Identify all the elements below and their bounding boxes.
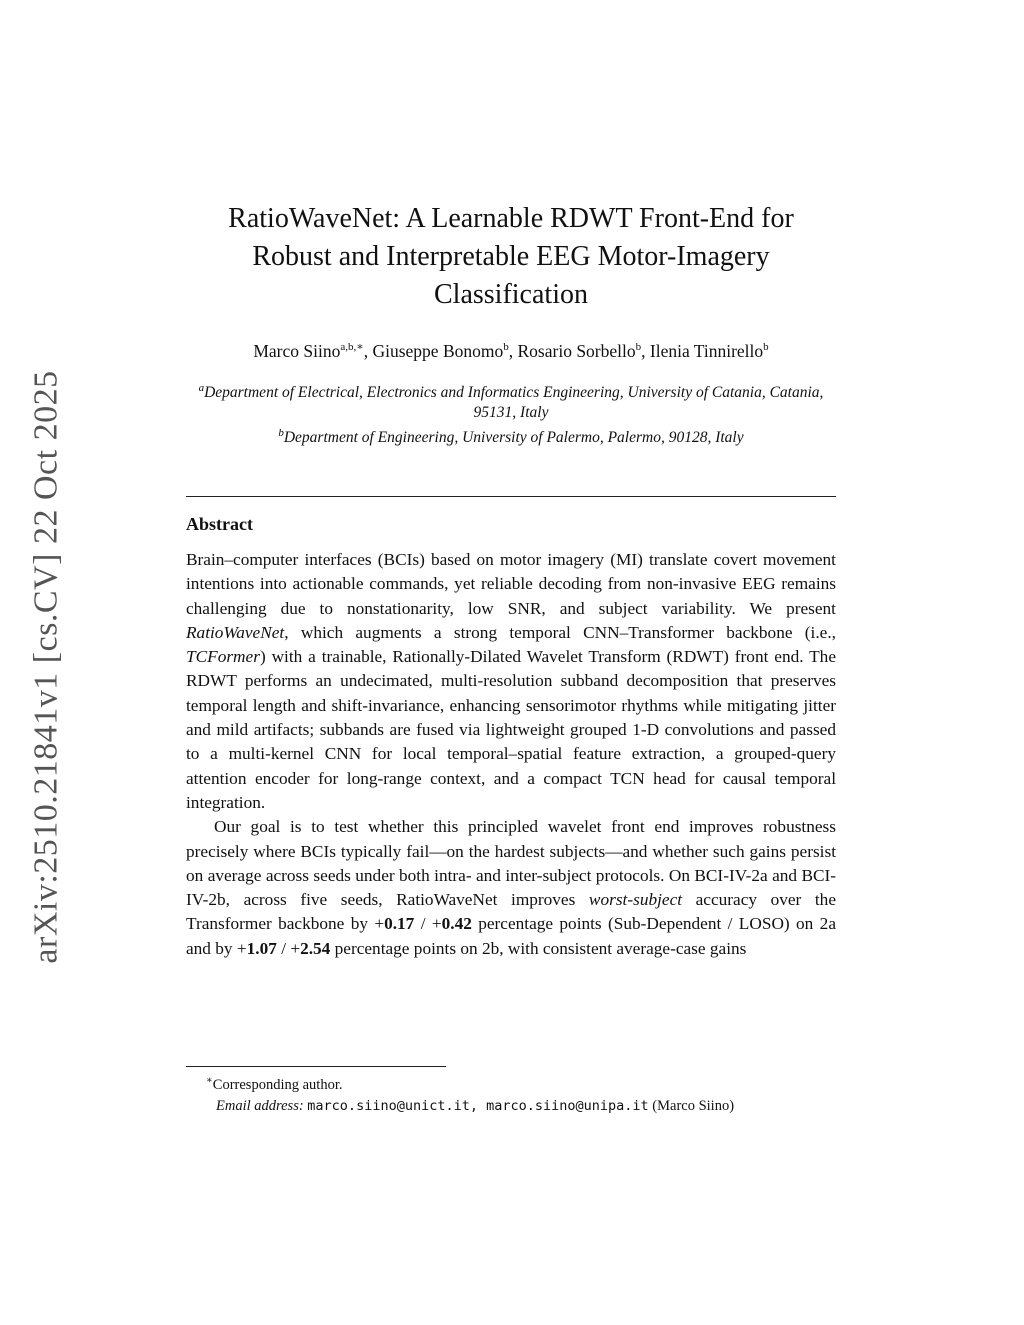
affiliation-list bbox=[186, 378, 836, 448]
abstract-text: percentage points (Sub-Dependent / LOSO) on 2a and by + bbox=[186, 914, 836, 958]
author-affiliation-mark: b bbox=[763, 341, 769, 353]
affiliation-a bbox=[186, 378, 836, 423]
arxiv-sidebar-stamp bbox=[18, 372, 76, 962]
affiliation-mark: a bbox=[198, 382, 205, 394]
affiliation-text: Department of Engineering, University of Palermo, Palermo, 90128, Italy bbox=[283, 429, 744, 447]
author-affiliation-mark: a,b,∗ bbox=[340, 341, 364, 353]
email-addresses[interactable]: marco.siino@unict.it, marco.siino@unipa.it bbox=[307, 1097, 649, 1114]
abstract-text: / + bbox=[276, 938, 301, 958]
gain-2a-subdependent: 0.17 bbox=[384, 914, 415, 934]
author-name: Ilenia Tinnirello bbox=[649, 340, 764, 361]
abstract-paragraph-2 bbox=[186, 815, 836, 961]
affiliation-mark: b bbox=[278, 427, 284, 440]
abstract-text: / + bbox=[414, 914, 442, 934]
abstract-text: , which augments a strong temporal CNN–Transformer backbone (i.e., bbox=[284, 622, 836, 642]
author-name: Rosario Sorbello bbox=[517, 340, 636, 361]
email-label: Email address: bbox=[216, 1097, 304, 1114]
abstract-paragraph-1 bbox=[186, 548, 836, 815]
corresponding-author-note bbox=[186, 1070, 836, 1096]
backbone-name: TCFormer bbox=[186, 647, 260, 667]
abstract-text: Our goal is to test whether this principled wavelet front end improves robustness precisely where BCIs typically fail—on the hardest subjects—and whether such gains persist on average across seeds under both intra- and inter-subject protocols. On BCI-IV-2a and BCI-IV-2b, across five seeds, RatioWaveNet improves bbox=[186, 817, 836, 910]
abstract-text: percentage points on 2b, with consistent average-case gains bbox=[330, 938, 747, 958]
author-name: Marco Siino bbox=[253, 340, 341, 361]
paper-title bbox=[186, 200, 836, 314]
gain-2b-subdependent: 1.07 bbox=[246, 938, 277, 958]
abstract-text: ) with a trainable, Rationally-Dilated Wavelet Transform (RDWT) front end. The RDWT performs an undecimated, multi-resolution subband decomposition that preserves temporal length and shift-invariance, enhancing sensorimotor rhythms while mitigating jitter and mild artifacts; subbands are fused via lightweight grouped 1-D convolutions and passed to a multi-kernel CNN for local temporal–spatial feature extraction, a grouped-query attention encoder for long-range context, and a compact TCN head for causal temporal integration. bbox=[186, 647, 836, 812]
model-name: RatioWaveNet bbox=[186, 622, 285, 642]
footnote-divider bbox=[186, 1066, 446, 1067]
email-note bbox=[186, 1096, 836, 1117]
footnote-mark: ∗ bbox=[206, 1075, 213, 1086]
author-affiliation-mark: b bbox=[635, 341, 642, 353]
author-affiliation-mark: b bbox=[503, 341, 509, 353]
abstract-heading: Abstract bbox=[186, 514, 253, 534]
email-owner: (Marco Siino) bbox=[652, 1097, 735, 1114]
arxiv-identifier: arXiv:2510.21841v1 [cs.CV] 22 Oct 2025 bbox=[28, 370, 65, 964]
gain-2a-loso: 0.42 bbox=[441, 914, 472, 934]
author-list: Marco Siino$^{a,b,∗}$, Giuseppe Bonomo$^b$, Rosario Sorbello$^b$, Ilenia Tinnirello$^b$ bbox=[253, 340, 769, 361]
title-line-2: Robust and Interpretable EEG Motor-Imagery bbox=[252, 241, 770, 272]
footnotes bbox=[186, 1070, 836, 1117]
gain-2b-loso: 2.54 bbox=[300, 938, 331, 958]
footnote-text: Corresponding author. bbox=[212, 1076, 343, 1093]
emphasis-worst-subject: worst-subject bbox=[588, 890, 683, 910]
affiliation-b bbox=[186, 423, 836, 448]
affiliation-text: Department of Electrical, Electronics and Informatics Engineering, University of Catania, Catania, 95131, Italy bbox=[204, 384, 824, 422]
title-line-1: RatioWaveNet: A Learnable RDWT Front-End for bbox=[228, 203, 794, 234]
author-name: Giuseppe Bonomo bbox=[372, 340, 504, 361]
abstract-text: accuracy over the Transformer backbone by + bbox=[186, 890, 836, 934]
abstract-body bbox=[186, 548, 836, 961]
header-divider bbox=[186, 496, 836, 497]
title-line-3: Classification bbox=[434, 279, 588, 310]
abstract-text: Brain–computer interfaces (BCIs) based on motor imagery (MI) translate covert movement intentions into actionable commands, yet reliable decoding from non-invasive EEG remains challenging due to nonstationarity, low SNR, and subject variability. We present bbox=[186, 550, 836, 618]
